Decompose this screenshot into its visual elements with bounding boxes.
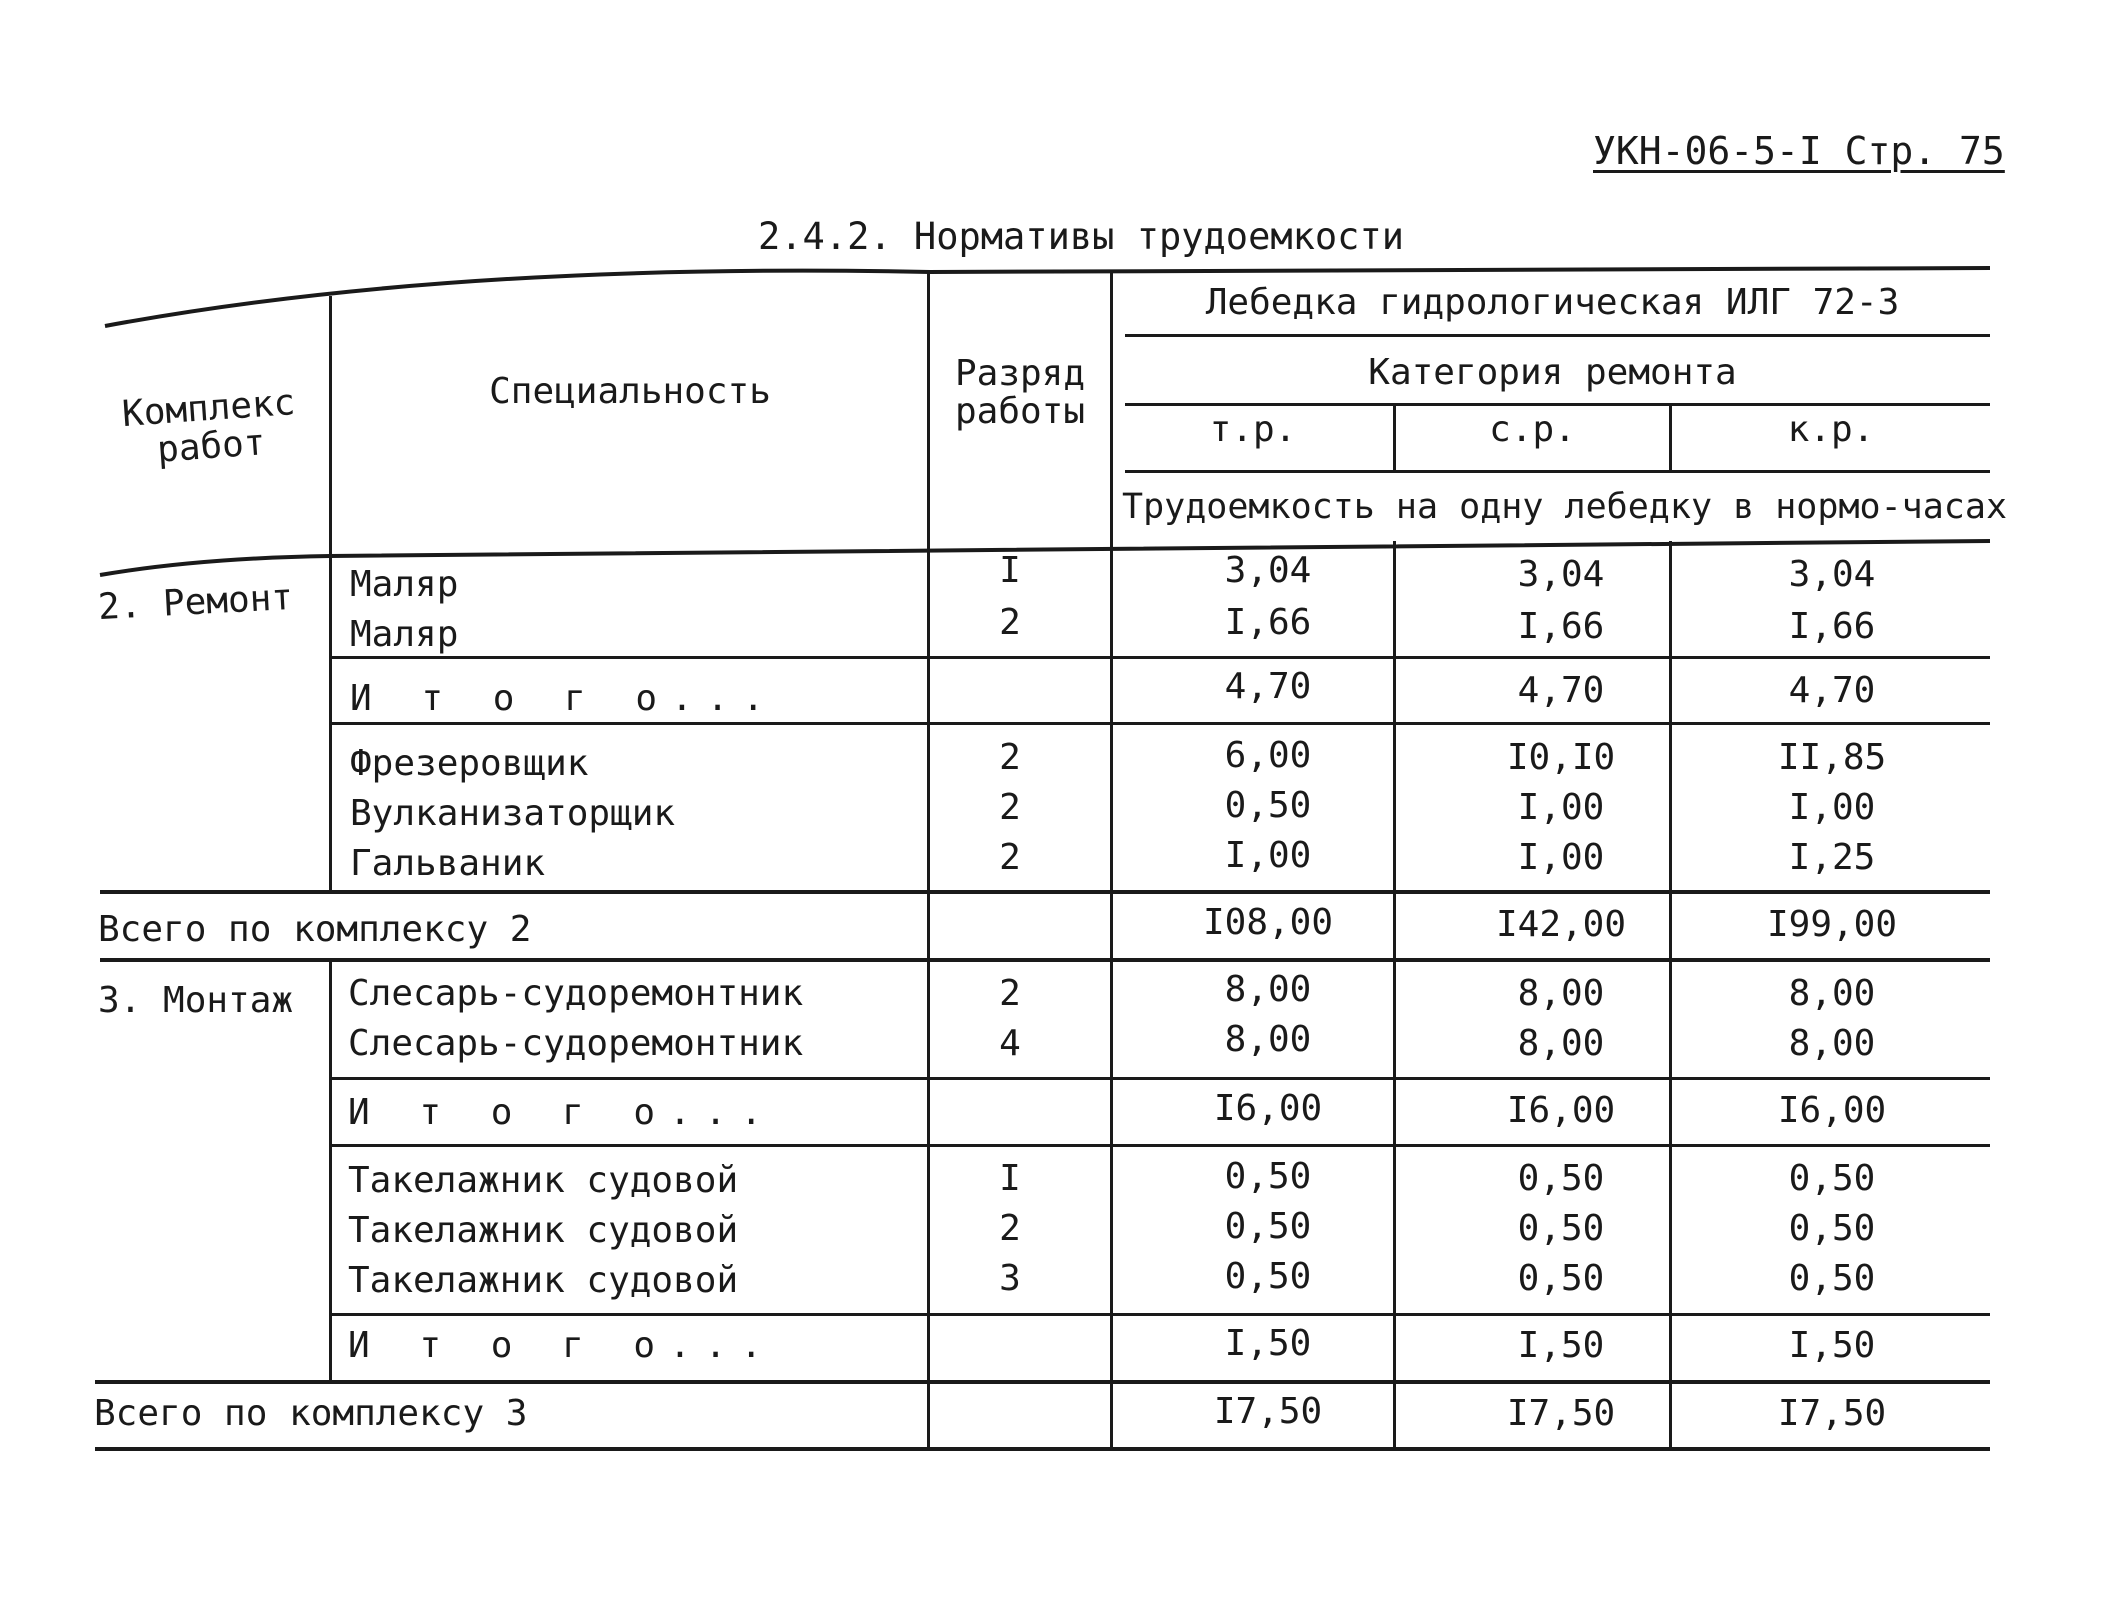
table-cell-kr: I,00	[1788, 787, 1876, 828]
table-cell-sr: 8,00	[1517, 973, 1605, 1014]
table-cell-tr: 8,00	[1224, 969, 1312, 1010]
column-header-specialty: Специальность	[489, 371, 771, 412]
table-cell-sr: 0,50	[1517, 1158, 1605, 1199]
table-cell-grade: I	[999, 1158, 1021, 1199]
table-cell-sr: I,00	[1517, 837, 1605, 878]
table-cell-tr: 6,00	[1224, 735, 1312, 776]
table-cell-tr: 4,70	[1224, 666, 1312, 707]
table-cell-specialty: Такелажник судовой	[348, 1260, 739, 1301]
table-cell-grade: 2	[999, 602, 1021, 643]
table-cell-kr: I99,00	[1766, 904, 1898, 945]
table-cell-kr: 0,50	[1788, 1208, 1876, 1249]
table-cell-kr: 4,70	[1788, 670, 1876, 711]
table-cell-specialty: Фрезеровщик	[350, 743, 589, 784]
table-cell-sr: I7,50	[1506, 1393, 1616, 1434]
table-cell-kr: 0,50	[1788, 1258, 1876, 1299]
table-cell-sr: 8,00	[1517, 1023, 1605, 1064]
table-cell-kr: 8,00	[1788, 1023, 1876, 1064]
table-cell-grade: 2	[999, 837, 1021, 878]
table-cell-kr: 0,50	[1788, 1158, 1876, 1199]
table-cell-kr: I,25	[1788, 837, 1876, 878]
table-cell-grade: 4	[999, 1023, 1021, 1064]
table-cell-tr: I,50	[1224, 1323, 1312, 1364]
complex-label: 3. Монтаж	[98, 980, 294, 1021]
table-cell-tr: 3,04	[1224, 550, 1312, 591]
table-cell-sr: I,50	[1517, 1325, 1605, 1366]
table-cell-kr: 8,00	[1788, 973, 1876, 1014]
table-cell-specialty: Слесарь-судоремонтник	[348, 1023, 804, 1064]
table-cell-kr: II,85	[1777, 737, 1887, 778]
table-cell-specialty: Такелажник судовой	[348, 1160, 739, 1201]
table-cell-tr: 0,50	[1224, 1206, 1312, 1247]
section-title: 2.4.2. Нормативы трудоемкости	[758, 215, 1405, 258]
table-cell-specialty: Слесарь-судоремонтник	[348, 973, 804, 1014]
table-cell-kr: I6,00	[1777, 1090, 1887, 1131]
table-cell-grade: 3	[999, 1258, 1021, 1299]
complex-label: 2. Ремонт	[97, 576, 294, 629]
column-header-kr: к.р.	[1787, 409, 1875, 450]
column-header-complex: Комплекс работ	[120, 382, 297, 471]
table-cell-tr: I6,00	[1213, 1088, 1323, 1129]
document-reference: УКН-06-5-I Стр. 75	[1593, 129, 2005, 173]
table-cell-tr: 0,50	[1224, 1256, 1312, 1297]
column-header-units: Трудоемкость на одну лебедку в нормо-часах	[1122, 487, 2008, 527]
table-cell-specialty: Маляр	[350, 564, 459, 605]
table-cell-tr: I08,00	[1202, 902, 1334, 943]
table-cell-specialty: Гальваник	[350, 843, 546, 884]
table-cell-kr: I7,50	[1777, 1393, 1887, 1434]
table-cell-grade: I	[999, 550, 1021, 591]
table-cell-grade: 2	[999, 1208, 1021, 1249]
column-header-grade: Разряд работы	[954, 353, 1086, 432]
table-cell-sr: I6,00	[1506, 1090, 1616, 1131]
table-cell-tr: I7,50	[1213, 1391, 1323, 1432]
table-cell-tr: 8,00	[1224, 1019, 1312, 1060]
table-cell-specialty: Такелажник судовой	[348, 1210, 739, 1251]
table-cell-tr: 0,50	[1224, 1156, 1312, 1197]
table-cell-grade: 2	[999, 737, 1021, 778]
table-cell-sr: I,66	[1517, 606, 1605, 647]
table-cell-sr: 4,70	[1517, 670, 1605, 711]
table-cell-sr: I0,I0	[1506, 737, 1616, 778]
table-cell-specialty: Вулканизаторщик	[350, 793, 676, 834]
table-cell-grade: 2	[999, 787, 1021, 828]
subtotal-label: И т о г о...	[350, 678, 779, 719]
total-complex-label: Всего по комплексу 2	[98, 909, 532, 950]
column-header-repair-category: Категория ремонта	[1368, 352, 1737, 393]
table-cell-sr: I42,00	[1495, 904, 1627, 945]
subtotal-label: И т о г о...	[348, 1325, 777, 1366]
table-cell-tr: I,66	[1224, 602, 1312, 643]
table-cell-sr: I,00	[1517, 787, 1605, 828]
table-cell-tr: 0,50	[1224, 785, 1312, 826]
table-cell-tr: I,00	[1224, 835, 1312, 876]
total-complex-label: Всего по комплексу 3	[94, 1393, 528, 1434]
column-header-tr: т.р.	[1209, 409, 1297, 450]
subtotal-label: И т о г о...	[348, 1092, 777, 1133]
table-cell-grade: 2	[999, 973, 1021, 1014]
table-cell-kr: 3,04	[1788, 554, 1876, 595]
column-header-sr: с.р.	[1489, 409, 1576, 450]
table-cell-sr: 0,50	[1517, 1258, 1605, 1299]
table-cell-specialty: Маляр	[350, 614, 459, 655]
table-cell-sr: 3,04	[1517, 554, 1605, 595]
table-cell-kr: I,66	[1788, 606, 1876, 647]
column-header-group: Лебедка гидрологическая ИЛГ 72-3	[1205, 282, 1900, 323]
table-cell-sr: 0,50	[1517, 1208, 1605, 1249]
table-cell-kr: I,50	[1788, 1325, 1876, 1366]
